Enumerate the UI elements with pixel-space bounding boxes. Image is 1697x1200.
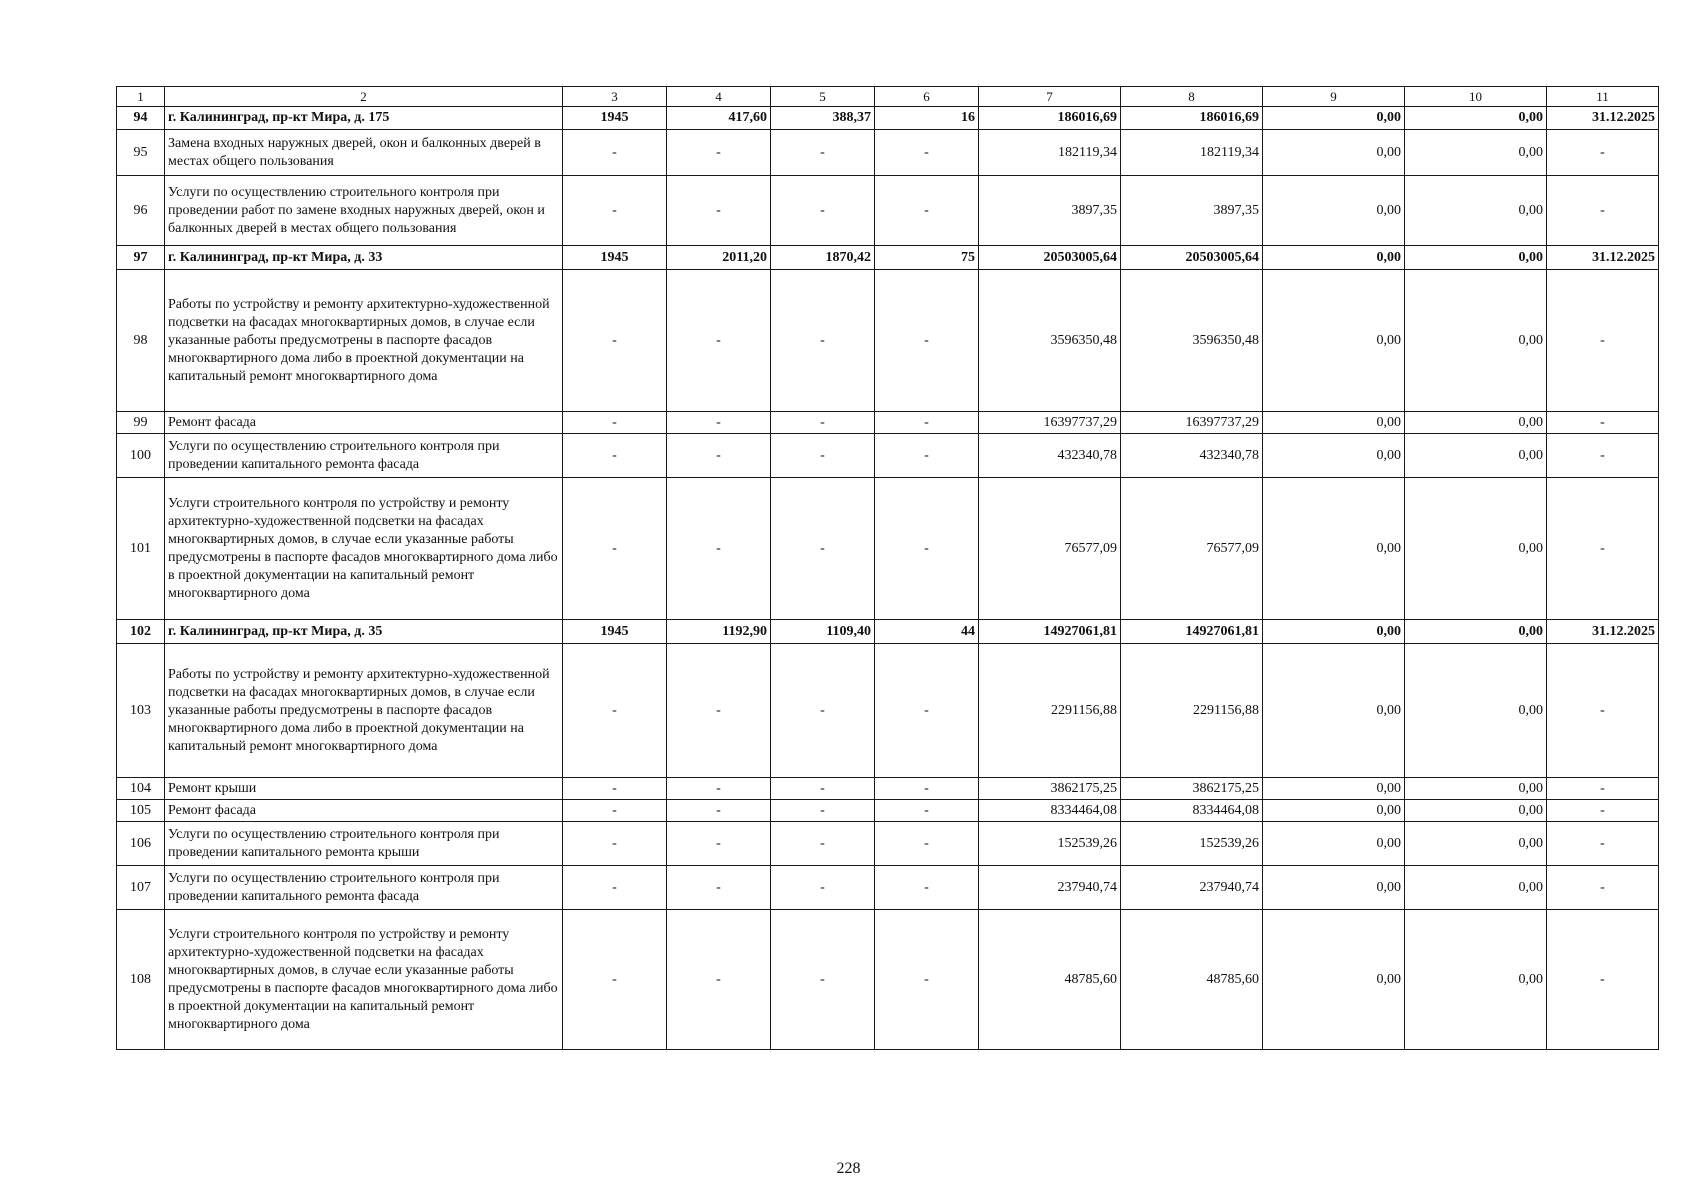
cell-col-10: 0,00 <box>1405 176 1547 246</box>
cell-col-10: 0,00 <box>1405 644 1547 778</box>
cell-col-8: 186016,69 <box>1121 107 1263 130</box>
cell-col-4: - <box>667 434 771 478</box>
cell-col-10: 0,00 <box>1405 246 1547 270</box>
cell-col-3: - <box>563 910 667 1050</box>
cell-col-7: 3862175,25 <box>979 778 1121 800</box>
cell-row-number: 95 <box>117 130 165 176</box>
cell-col-10: 0,00 <box>1405 412 1547 434</box>
cell-col-6: - <box>875 644 979 778</box>
cell-row-number: 96 <box>117 176 165 246</box>
cell-col-7: 182119,34 <box>979 130 1121 176</box>
cell-description: Замена входных наружных дверей, окон и балконных дверей в местах общего пользования <box>165 130 563 176</box>
cell-col-11: - <box>1547 478 1659 620</box>
cell-col-6: 16 <box>875 107 979 130</box>
cell-col-7: 432340,78 <box>979 434 1121 478</box>
cell-col-5: - <box>771 800 875 822</box>
cell-col-4: - <box>667 866 771 910</box>
cell-col-7: 16397737,29 <box>979 412 1121 434</box>
cell-col-5: - <box>771 412 875 434</box>
cell-col-6: - <box>875 434 979 478</box>
cell-col-11: - <box>1547 822 1659 866</box>
cell-col-4: - <box>667 176 771 246</box>
table-row <box>117 800 1659 822</box>
cell-col-5: - <box>771 822 875 866</box>
cell-col-7: 152539,26 <box>979 822 1121 866</box>
col-header-2: 2 <box>165 87 563 107</box>
cell-col-5: - <box>771 866 875 910</box>
cell-col-8: 432340,78 <box>1121 434 1263 478</box>
cell-row-number: 105 <box>117 800 165 822</box>
cell-col-10: 0,00 <box>1405 910 1547 1050</box>
table-row <box>117 644 1659 778</box>
cell-row-number: 98 <box>117 270 165 412</box>
cell-col-10: 0,00 <box>1405 434 1547 478</box>
cell-col-10: 0,00 <box>1405 478 1547 620</box>
cell-col-10: 0,00 <box>1405 800 1547 822</box>
cell-col-11: - <box>1547 412 1659 434</box>
cell-col-8: 3596350,48 <box>1121 270 1263 412</box>
cell-col-7: 186016,69 <box>979 107 1121 130</box>
cell-col-5: 1109,40 <box>771 620 875 644</box>
table-body <box>117 107 1659 1050</box>
cell-col-4: - <box>667 130 771 176</box>
table-row <box>117 478 1659 620</box>
cell-col-9: 0,00 <box>1263 910 1405 1050</box>
page-number: 228 <box>836 1160 861 1177</box>
cell-col-4: 417,60 <box>667 107 771 130</box>
cell-col-4: - <box>667 800 771 822</box>
cell-col-9: 0,00 <box>1263 644 1405 778</box>
cell-col-11: 31.12.2025 <box>1547 620 1659 644</box>
table-row <box>117 246 1659 270</box>
cell-col-7: 14927061,81 <box>979 620 1121 644</box>
cell-col-5: 388,37 <box>771 107 875 130</box>
cell-col-6: 44 <box>875 620 979 644</box>
cell-col-3: - <box>563 644 667 778</box>
cell-row-number: 100 <box>117 434 165 478</box>
cell-col-8: 237940,74 <box>1121 866 1263 910</box>
cell-col-6: - <box>875 130 979 176</box>
cell-description: Ремонт фасада <box>165 412 563 434</box>
cell-description: г. Калининград, пр-кт Мира, д. 175 <box>165 107 563 130</box>
table-row <box>117 434 1659 478</box>
cell-col-8: 152539,26 <box>1121 822 1263 866</box>
cell-description: Услуги по осуществлению строительного контроля при проведении работ по замене входных наружных дверей, окон и балконных дверей в местах общего пользования <box>165 176 563 246</box>
cell-col-4: - <box>667 270 771 412</box>
cell-col-9: 0,00 <box>1263 130 1405 176</box>
cell-col-4: 2011,20 <box>667 246 771 270</box>
cell-col-10: 0,00 <box>1405 822 1547 866</box>
cell-row-number: 107 <box>117 866 165 910</box>
document-sheet <box>116 86 1658 1050</box>
cell-col-10: 0,00 <box>1405 866 1547 910</box>
cell-col-11: - <box>1547 644 1659 778</box>
table-row <box>117 412 1659 434</box>
cell-col-7: 3596350,48 <box>979 270 1121 412</box>
cell-col-8: 20503005,64 <box>1121 246 1263 270</box>
cell-col-8: 3897,35 <box>1121 176 1263 246</box>
cell-col-7: 3897,35 <box>979 176 1121 246</box>
col-header-10: 10 <box>1405 87 1547 107</box>
cell-row-number: 99 <box>117 412 165 434</box>
cell-col-8: 182119,34 <box>1121 130 1263 176</box>
cell-description: Услуги строительного контроля по устройству и ремонту архитектурно-художественной подсветки на фасадах многоквартирных домов, в случае если указанные работы предусмотрены в паспорте фасадов многоквартирного дома либо в проектной документации на капитальный ремонт многоквартирного дома <box>165 910 563 1050</box>
cell-col-9: 0,00 <box>1263 412 1405 434</box>
table-row <box>117 778 1659 800</box>
cell-row-number: 108 <box>117 910 165 1050</box>
cell-col-3: - <box>563 270 667 412</box>
cell-col-5: - <box>771 644 875 778</box>
cell-description: г. Калининград, пр-кт Мира, д. 33 <box>165 246 563 270</box>
cell-col-9: 0,00 <box>1263 246 1405 270</box>
cell-col-9: 0,00 <box>1263 107 1405 130</box>
cell-description: Ремонт фасада <box>165 800 563 822</box>
cell-row-number: 103 <box>117 644 165 778</box>
table-row <box>117 270 1659 412</box>
cell-row-number: 102 <box>117 620 165 644</box>
cell-col-8: 14927061,81 <box>1121 620 1263 644</box>
cell-col-6: - <box>875 910 979 1050</box>
cell-col-11: - <box>1547 910 1659 1050</box>
cell-row-number: 97 <box>117 246 165 270</box>
cell-description: Услуги по осуществлению строительного контроля при проведении капитального ремонта крыши <box>165 822 563 866</box>
cell-col-5: - <box>771 434 875 478</box>
cell-col-4: - <box>667 822 771 866</box>
cell-col-11: - <box>1547 866 1659 910</box>
cell-col-9: 0,00 <box>1263 800 1405 822</box>
cell-col-4: - <box>667 910 771 1050</box>
col-header-8: 8 <box>1121 87 1263 107</box>
cell-col-11: 31.12.2025 <box>1547 246 1659 270</box>
cell-col-11: - <box>1547 270 1659 412</box>
cell-col-6: - <box>875 822 979 866</box>
cell-description: г. Калининград, пр-кт Мира, д. 35 <box>165 620 563 644</box>
col-header-9: 9 <box>1263 87 1405 107</box>
cell-col-5: 1870,42 <box>771 246 875 270</box>
cell-col-11: - <box>1547 434 1659 478</box>
cell-col-3: - <box>563 778 667 800</box>
cell-col-8: 2291156,88 <box>1121 644 1263 778</box>
cell-col-9: 0,00 <box>1263 778 1405 800</box>
cell-col-8: 76577,09 <box>1121 478 1263 620</box>
cell-description: Услуги по осуществлению строительного контроля при проведении капитального ремонта фасада <box>165 434 563 478</box>
cell-col-11: - <box>1547 800 1659 822</box>
cell-col-6: - <box>875 866 979 910</box>
table-row <box>117 176 1659 246</box>
cell-col-3: - <box>563 412 667 434</box>
cell-col-7: 237940,74 <box>979 866 1121 910</box>
cell-col-7: 2291156,88 <box>979 644 1121 778</box>
cell-col-3: 1945 <box>563 107 667 130</box>
col-header-4: 4 <box>667 87 771 107</box>
cell-col-10: 0,00 <box>1405 130 1547 176</box>
table-row <box>117 107 1659 130</box>
table-row <box>117 910 1659 1050</box>
cell-col-4: - <box>667 778 771 800</box>
cell-col-11: 31.12.2025 <box>1547 107 1659 130</box>
cell-col-3: - <box>563 800 667 822</box>
cell-col-6: - <box>875 778 979 800</box>
cell-col-9: 0,00 <box>1263 866 1405 910</box>
cell-col-5: - <box>771 778 875 800</box>
cell-col-8: 16397737,29 <box>1121 412 1263 434</box>
cell-col-3: - <box>563 478 667 620</box>
cell-col-5: - <box>771 270 875 412</box>
cell-description: Услуги строительного контроля по устройству и ремонту архитектурно-художественной подсветки на фасадах многоквартирных домов, в случае если указанные работы предусмотрены в паспорте фасадов многоквартирного дома либо в проектной документации на капитальный ремонт многоквартирного дома <box>165 478 563 620</box>
cell-description: Работы по устройству и ремонту архитектурно-художественной подсветки на фасадах многоквартирных домов, в случае если указанные работы предусмотрены в паспорте фасадов многоквартирного дома либо в проектной документации на капитальный ремонт многоквартирного дома <box>165 644 563 778</box>
cell-col-3: - <box>563 866 667 910</box>
cell-col-6: - <box>875 412 979 434</box>
cell-col-9: 0,00 <box>1263 434 1405 478</box>
column-number-row <box>117 87 1659 107</box>
cell-col-4: - <box>667 478 771 620</box>
table-row <box>117 130 1659 176</box>
cell-row-number: 101 <box>117 478 165 620</box>
cell-col-6: - <box>875 478 979 620</box>
cell-col-10: 0,00 <box>1405 270 1547 412</box>
cell-col-6: - <box>875 800 979 822</box>
cell-col-9: 0,00 <box>1263 822 1405 866</box>
cell-description: Работы по устройству и ремонту архитектурно-художественной подсветки на фасадах многоквартирных домов, в случае если указанные работы предусмотрены в паспорте фасадов многоквартирного дома либо в проектной документации на капитальный ремонт многоквартирного дома <box>165 270 563 412</box>
col-header-3: 3 <box>563 87 667 107</box>
cell-description: Ремонт крыши <box>165 778 563 800</box>
cell-col-6: - <box>875 270 979 412</box>
cell-col-10: 0,00 <box>1405 107 1547 130</box>
cell-col-10: 0,00 <box>1405 778 1547 800</box>
cell-col-8: 8334464,08 <box>1121 800 1263 822</box>
cell-col-3: - <box>563 130 667 176</box>
cell-col-11: - <box>1547 176 1659 246</box>
cell-col-3: - <box>563 822 667 866</box>
cell-col-3: - <box>563 176 667 246</box>
cell-col-4: - <box>667 412 771 434</box>
cell-col-5: - <box>771 176 875 246</box>
cell-col-9: 0,00 <box>1263 176 1405 246</box>
cell-col-4: 1192,90 <box>667 620 771 644</box>
table-row <box>117 866 1659 910</box>
cell-col-3: - <box>563 434 667 478</box>
col-header-7: 7 <box>979 87 1121 107</box>
cell-col-5: - <box>771 130 875 176</box>
col-header-5: 5 <box>771 87 875 107</box>
cell-col-9: 0,00 <box>1263 478 1405 620</box>
cell-col-7: 76577,09 <box>979 478 1121 620</box>
cell-col-6: - <box>875 176 979 246</box>
cell-row-number: 104 <box>117 778 165 800</box>
cell-row-number: 106 <box>117 822 165 866</box>
col-header-1: 1 <box>117 87 165 107</box>
cell-col-11: - <box>1547 778 1659 800</box>
cell-description: Услуги по осуществлению строительного контроля при проведении капитального ремонта фасада <box>165 866 563 910</box>
works-table <box>116 86 1659 1050</box>
cell-col-11: - <box>1547 130 1659 176</box>
cell-col-7: 20503005,64 <box>979 246 1121 270</box>
col-header-11: 11 <box>1547 87 1659 107</box>
cell-col-4: - <box>667 644 771 778</box>
cell-col-7: 48785,60 <box>979 910 1121 1050</box>
table-row <box>117 822 1659 866</box>
cell-col-5: - <box>771 478 875 620</box>
cell-col-3: 1945 <box>563 620 667 644</box>
cell-col-6: 75 <box>875 246 979 270</box>
cell-col-3: 1945 <box>563 246 667 270</box>
cell-col-8: 48785,60 <box>1121 910 1263 1050</box>
cell-col-9: 0,00 <box>1263 620 1405 644</box>
cell-col-9: 0,00 <box>1263 270 1405 412</box>
cell-col-8: 3862175,25 <box>1121 778 1263 800</box>
table-row <box>117 620 1659 644</box>
cell-col-7: 8334464,08 <box>979 800 1121 822</box>
cell-row-number: 94 <box>117 107 165 130</box>
cell-col-5: - <box>771 910 875 1050</box>
col-header-6: 6 <box>875 87 979 107</box>
cell-col-10: 0,00 <box>1405 620 1547 644</box>
